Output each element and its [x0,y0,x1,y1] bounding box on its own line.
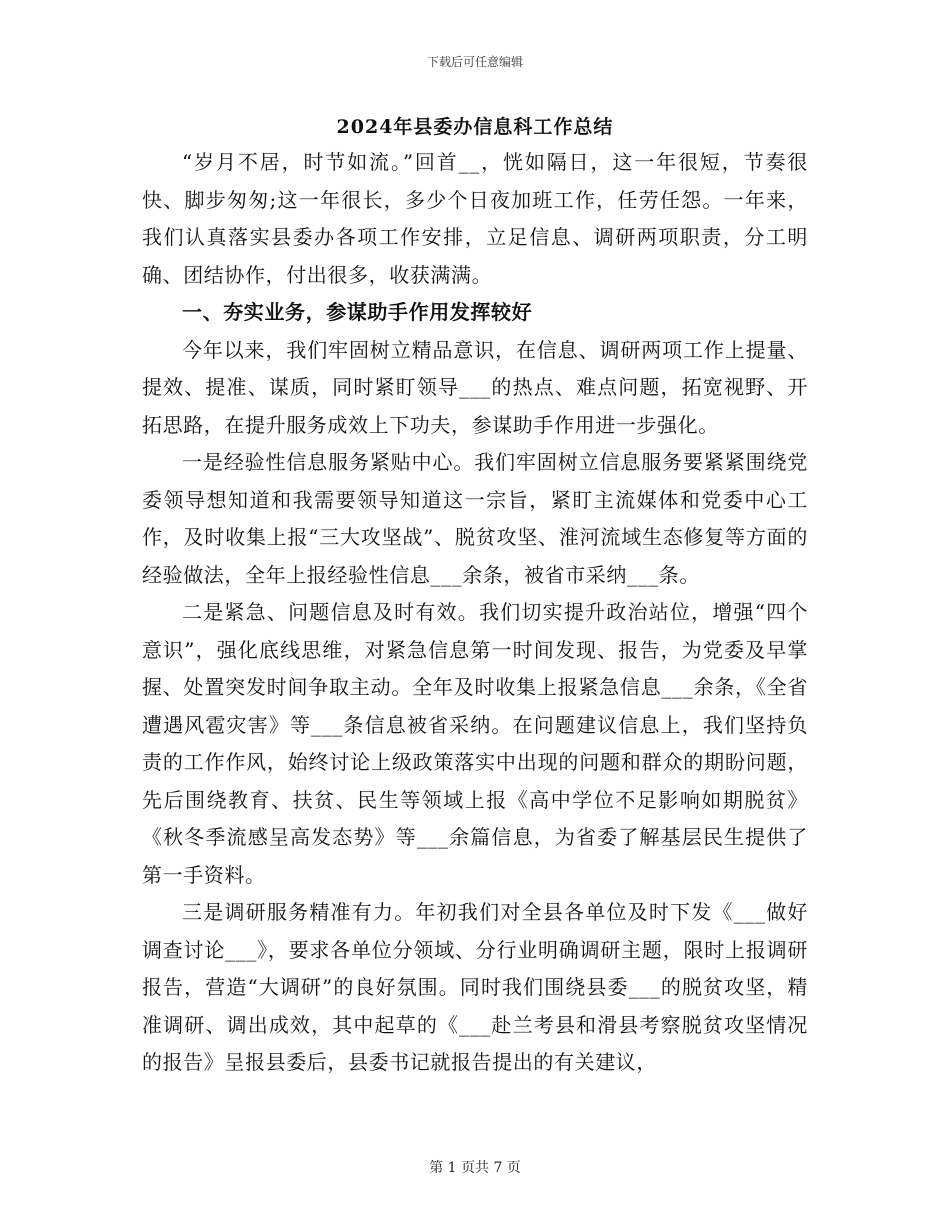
page-footer: 第 1 页共 7 页 [429,1160,521,1176]
paragraph-experience-info: 一是经验性信息服务紧贴中心。我们牢固树立信息服务要紧紧围绕党委领导想知道和我需要领导知道这一宗旨，紧盯主流媒体和党委中心工作，及时收集上报“三大攻坚战”、脱贫攻坚、淮河流域生态修复等方面的经验做法，全年上报经验性信息___余条，被省市采纳___条。 [142,450,808,587]
section-heading-1: 一、夯实业务，参谋助手作用发挥较好 [182,300,533,324]
paragraph-section-1-intro: 今年以来，我们牢固树立精品意识，在信息、调研两项工作上提量、提效、提准、谋质，同时紧盯领导___的热点、难点问题，拓宽视野、开拓思路，在提升服务成效上下功夫，参谋助手作用进一步强化。 [142,337,808,437]
document-title: 2024年县委办信息科工作总结 [336,116,614,138]
paragraph-urgent-info: 二是紧急、问题信息及时有效。我们切实提升政治站位，增强“四个意识”，强化底线思维，对紧急信息第一时间发现、报告，为党委及早掌握、处置突发时间争取主动。全年及时收集上报紧急信息___余条，《全省遭遇风雹灾害》等___条信息被省采纳。在问题建议信息上，我们坚持负责的工作作风，始终讨论上级政策落实中出现的问题和群众的期盼问题，先后围绕教育、扶贫、民生等领域上报《高中学位不足影响如期脱贫》《秋冬季流感呈高发态势》等___余篇信息，为省委了解基层民生提供了第一手资料。 [142,600,808,887]
paragraph-research-service: 三是调研服务精准有力。年初我们对全县各单位及时下发《___做好调查讨论___》，要求各单位分领域、分行业明确调研主题，限时上报调研报告，营造“大调研”的良好氛围。同时我们围绕县委___的脱贫攻坚，精准调研、调出成效，其中起草的《___赴兰考县和滑县考察脱贫攻坚情况的报告》呈报县委后，县委书记就报告提出的有关建议， [142,900,808,1074]
document-body [142,112,808,1082]
header-note: 下载后可任意编辑 [426,55,523,69]
paragraph-intro: “岁月不居，时节如流。”回首__，恍如隔日，这一年很短，节奏很快、脚步匆匆;这一年很长，多少个日夜加班工作，任劳任怨。一年来，我们认真落实县委办各项工作安排，立足信息、调研两项职责，分工明确、团结协作，付出很多，收获满满。 [142,150,808,287]
